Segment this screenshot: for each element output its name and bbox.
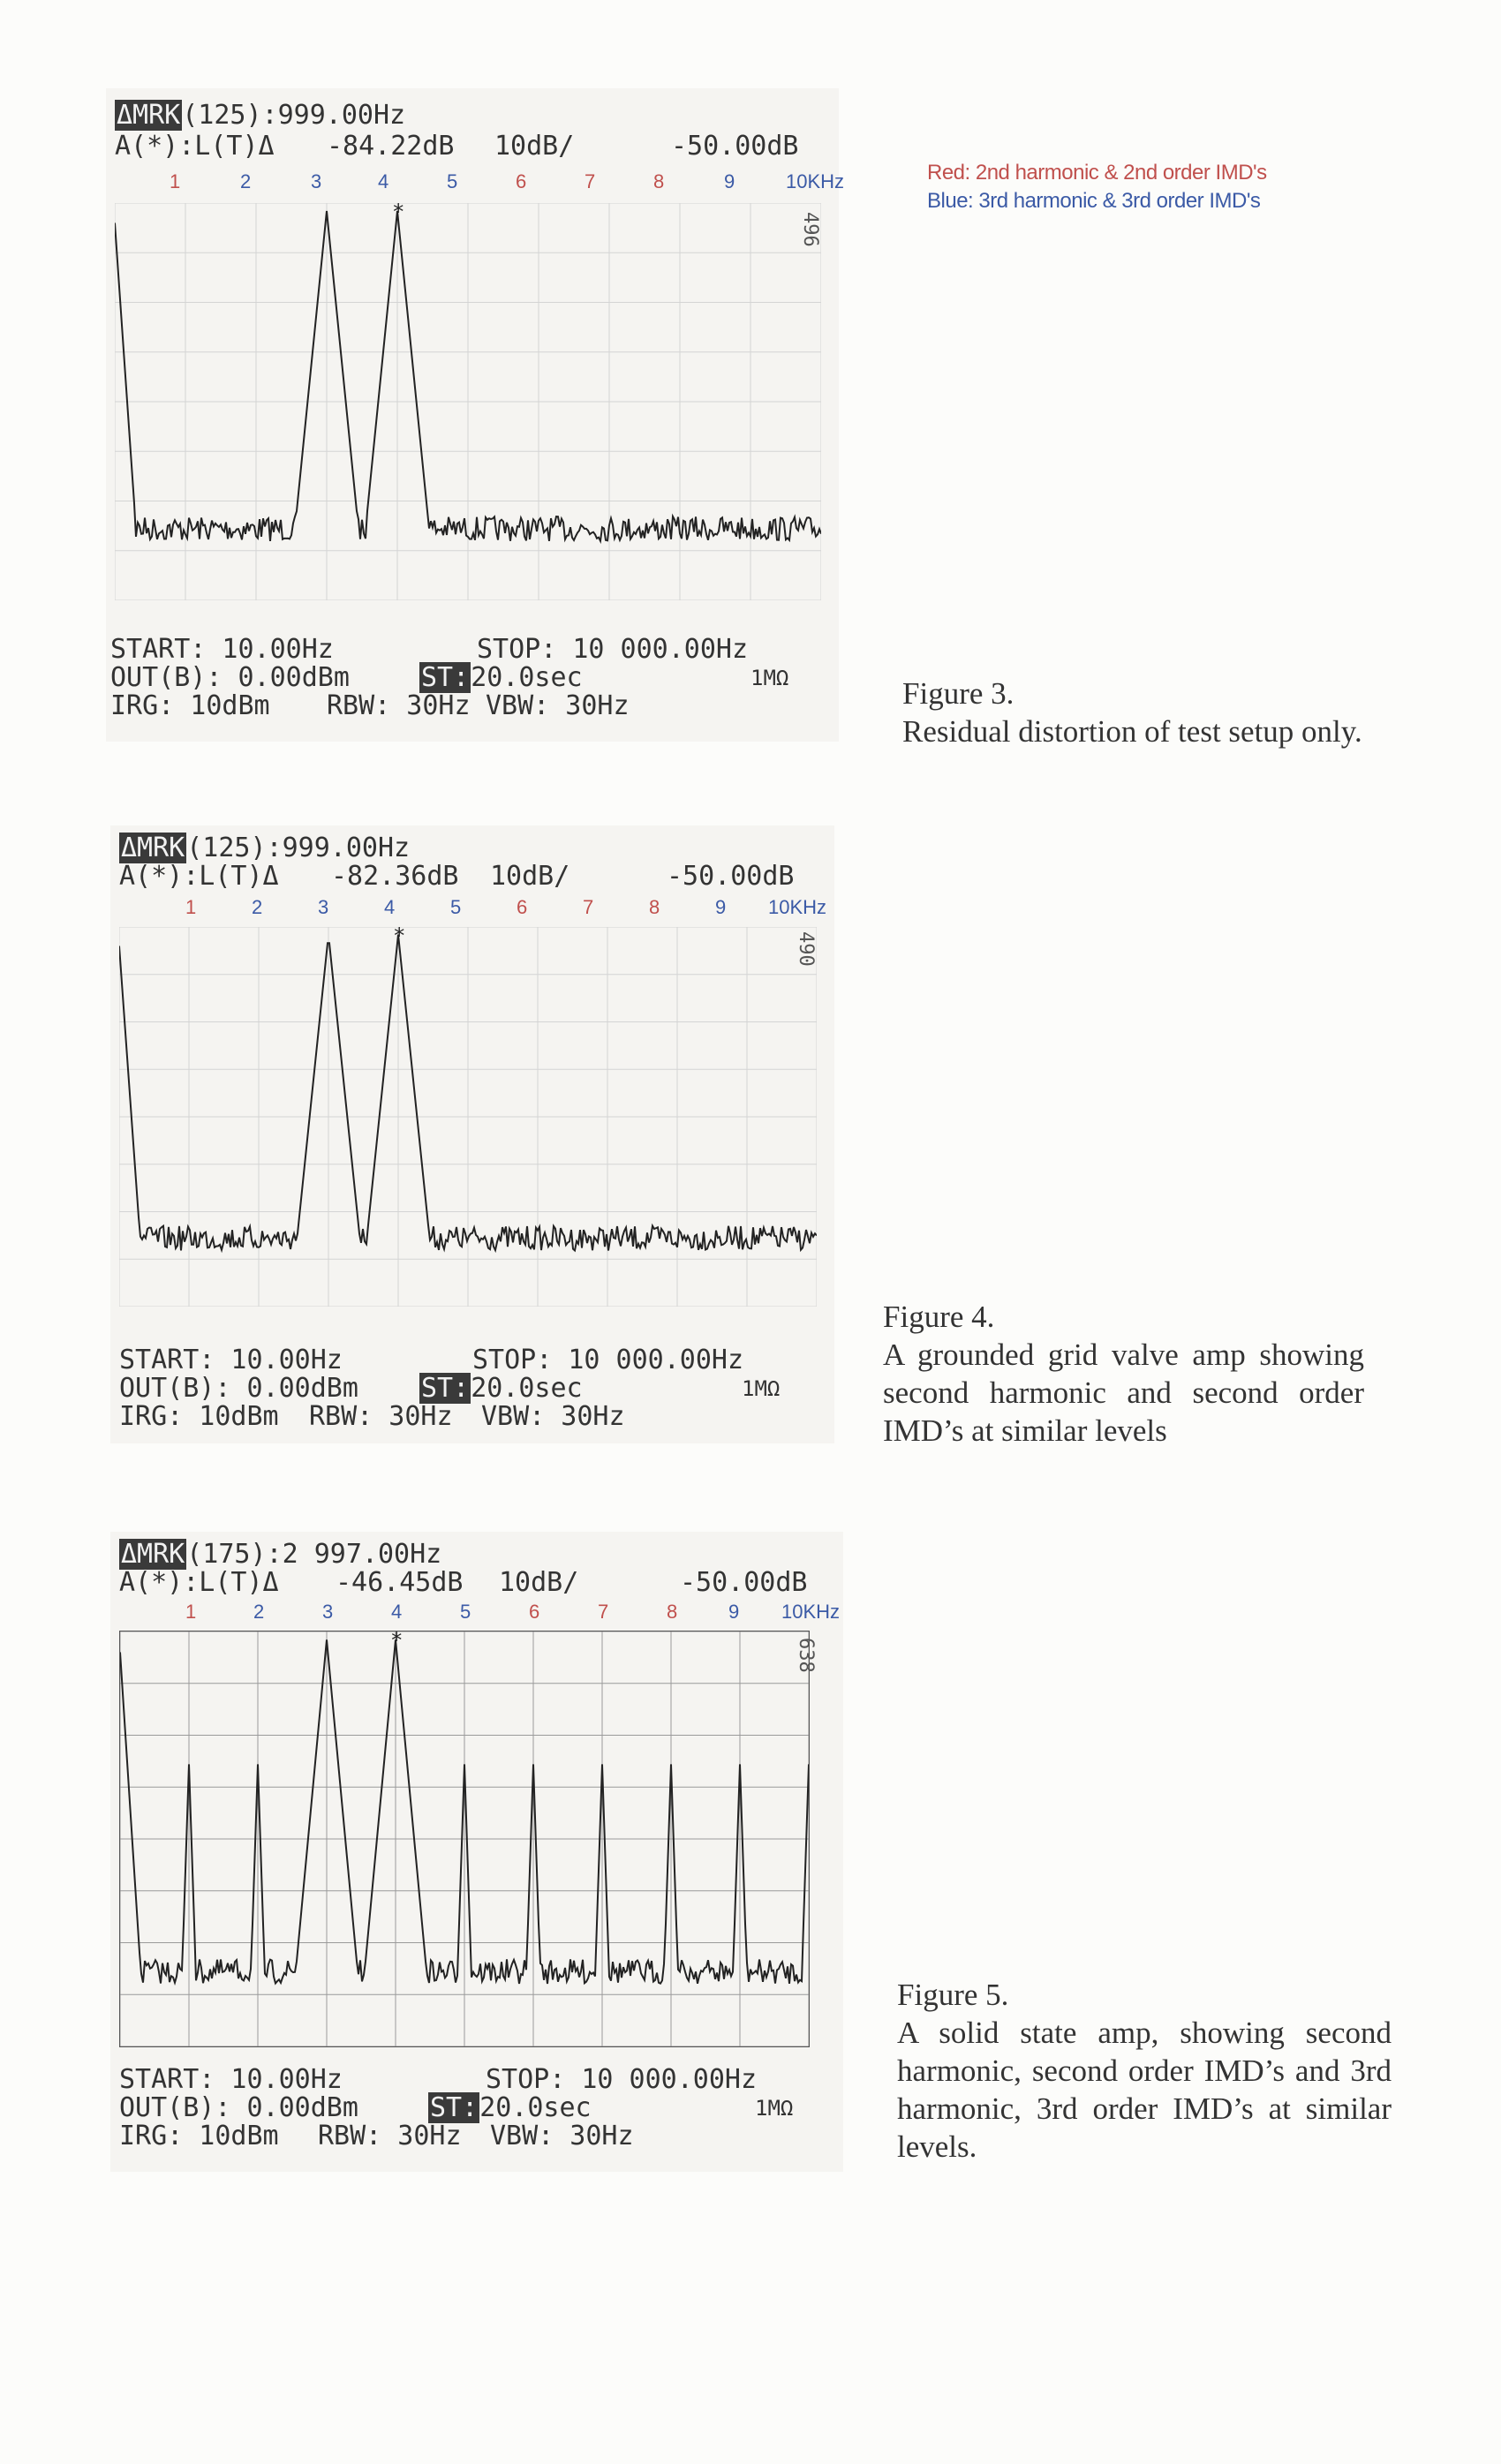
harmonic-markers bbox=[110, 1601, 843, 1627]
stop-freq: STOP: 10 000.00Hz bbox=[477, 634, 749, 665]
input-range: IRG: 10dBm bbox=[110, 690, 270, 721]
sweep-time: ST:20.0sec bbox=[421, 1373, 583, 1404]
side-label: 496 bbox=[799, 212, 821, 247]
start-freq: START: 10.00Hz bbox=[119, 2064, 343, 2095]
plot-grid bbox=[115, 203, 821, 600]
figure-5-panel bbox=[110, 1532, 843, 2172]
delta-level: -82.36dB bbox=[331, 861, 459, 892]
output-level: OUT(B): 0.00dBm bbox=[119, 1373, 358, 1404]
marker-4: 4 bbox=[378, 170, 389, 192]
output-level: OUT(B): 0.00dBm bbox=[110, 662, 350, 693]
marker-3: 3 bbox=[311, 170, 322, 192]
output-level: OUT(B): 0.00dBm bbox=[119, 2092, 358, 2123]
marker-4: 4 bbox=[391, 1601, 403, 1623]
marker-7: 7 bbox=[583, 896, 594, 918]
marker-asterisk: * bbox=[393, 927, 406, 948]
marker-6: 6 bbox=[517, 896, 528, 918]
figure-4-caption bbox=[883, 1298, 1364, 1450]
rbw: RBW: 30Hz bbox=[318, 2121, 462, 2151]
marker-2: 2 bbox=[252, 896, 263, 918]
rbw: RBW: 30Hz bbox=[327, 690, 471, 721]
spectrum-plot bbox=[119, 927, 817, 1307]
level-readout: A(*):L(T)Δ bbox=[119, 861, 279, 892]
impedance: 1MΩ bbox=[750, 666, 789, 690]
spectrum-plot bbox=[115, 203, 821, 600]
level-readout: A(*):L(T)Δ bbox=[115, 131, 275, 162]
vbw: VBW: 30Hz bbox=[486, 690, 630, 721]
side-label: 638 bbox=[795, 1638, 817, 1673]
delta-level: -46.45dB bbox=[336, 1567, 464, 1598]
marker-9: 9 bbox=[724, 170, 735, 192]
caption-title: Figure 4. bbox=[883, 1300, 995, 1334]
marker-3: 3 bbox=[318, 896, 329, 918]
stop-freq: STOP: 10 000.00Hz bbox=[486, 2064, 758, 2095]
vbw: VBW: 30Hz bbox=[481, 1401, 625, 1432]
marker-asterisk: * bbox=[390, 1631, 404, 1653]
legend-blue: Blue: 3rd harmonic & 3rd order IMD's bbox=[927, 189, 1261, 213]
unit-label: 10KHz bbox=[786, 170, 845, 192]
sweep-time: ST:20.0sec bbox=[421, 662, 583, 693]
caption-title: Figure 3. bbox=[902, 676, 1014, 711]
start-freq: START: 10.00Hz bbox=[119, 1345, 343, 1375]
marker-readout: ΔMRK(125):999.00Hz bbox=[121, 833, 411, 863]
scale-div: 10dB/ bbox=[494, 131, 575, 162]
marker-8: 8 bbox=[649, 896, 660, 918]
figure-4-panel bbox=[110, 825, 834, 1443]
marker-asterisk: * bbox=[392, 203, 405, 224]
marker-1: 1 bbox=[185, 1601, 197, 1623]
plot-grid bbox=[120, 1631, 809, 2046]
caption-text: A grounded grid valve amp showing second harmonic and second order IMD’s at similar levels bbox=[883, 1337, 1364, 1448]
marker-5: 5 bbox=[460, 1601, 471, 1623]
legend-red: Red: 2nd harmonic & 2nd order IMD's bbox=[927, 161, 1267, 185]
marker-5: 5 bbox=[450, 896, 462, 918]
marker-4: 4 bbox=[384, 896, 396, 918]
scale-div: 10dB/ bbox=[490, 861, 570, 892]
input-range: IRG: 10dBm bbox=[119, 2121, 279, 2151]
marker-8: 8 bbox=[653, 170, 665, 192]
figure-3-panel bbox=[106, 88, 845, 742]
unit-label: 10KHz bbox=[768, 896, 827, 918]
delta-level: -84.22dB bbox=[327, 131, 455, 162]
marker-3: 3 bbox=[322, 1601, 334, 1623]
marker-1: 1 bbox=[185, 896, 197, 918]
marker-2: 2 bbox=[253, 1601, 265, 1623]
marker-9: 9 bbox=[715, 896, 727, 918]
rbw: RBW: 30Hz bbox=[309, 1401, 453, 1432]
plot-grid bbox=[119, 927, 817, 1307]
caption-text: A solid state amp, showing second harmonic, second order IMD’s and 3rd harmonic, 3rd order IMD’s at similar levels. bbox=[897, 2016, 1392, 2164]
sweep-time: ST:20.0sec bbox=[430, 2092, 592, 2123]
vbw: VBW: 30Hz bbox=[490, 2121, 634, 2151]
marker-9: 9 bbox=[728, 1601, 740, 1623]
caption-title: Figure 5. bbox=[897, 1978, 1009, 2012]
marker-6: 6 bbox=[529, 1601, 540, 1623]
marker-6: 6 bbox=[516, 170, 527, 192]
harmonic-markers bbox=[106, 170, 845, 197]
marker-8: 8 bbox=[667, 1601, 678, 1623]
ref-level: -50.00dB bbox=[680, 1567, 808, 1598]
ref-level: -50.00dB bbox=[671, 131, 799, 162]
marker-1: 1 bbox=[170, 170, 181, 192]
color-legend bbox=[927, 159, 1267, 215]
figure-5-caption bbox=[897, 1976, 1392, 2166]
marker-2: 2 bbox=[240, 170, 252, 192]
input-range: IRG: 10dBm bbox=[119, 1401, 279, 1432]
caption-text: Residual distortion of test setup only. bbox=[902, 714, 1362, 749]
marker-readout: ΔMRK(175):2 997.00Hz bbox=[121, 1539, 442, 1570]
ref-level: -50.00dB bbox=[667, 861, 795, 892]
harmonic-markers bbox=[110, 896, 834, 923]
unit-label: 10KHz bbox=[781, 1601, 841, 1623]
side-label: 490 bbox=[795, 931, 817, 967]
marker-5: 5 bbox=[447, 170, 458, 192]
spectrum-plot bbox=[119, 1631, 810, 2047]
stop-freq: STOP: 10 000.00Hz bbox=[472, 1345, 744, 1375]
figure-3-caption bbox=[902, 674, 1414, 750]
scale-div: 10dB/ bbox=[499, 1567, 579, 1598]
impedance: 1MΩ bbox=[755, 2096, 794, 2121]
impedance: 1MΩ bbox=[742, 1376, 781, 1401]
marker-7: 7 bbox=[585, 170, 596, 192]
start-freq: START: 10.00Hz bbox=[110, 634, 334, 665]
level-readout: A(*):L(T)Δ bbox=[119, 1567, 279, 1598]
marker-7: 7 bbox=[598, 1601, 609, 1623]
marker-readout: ΔMRK(125):999.00Hz bbox=[117, 100, 406, 131]
